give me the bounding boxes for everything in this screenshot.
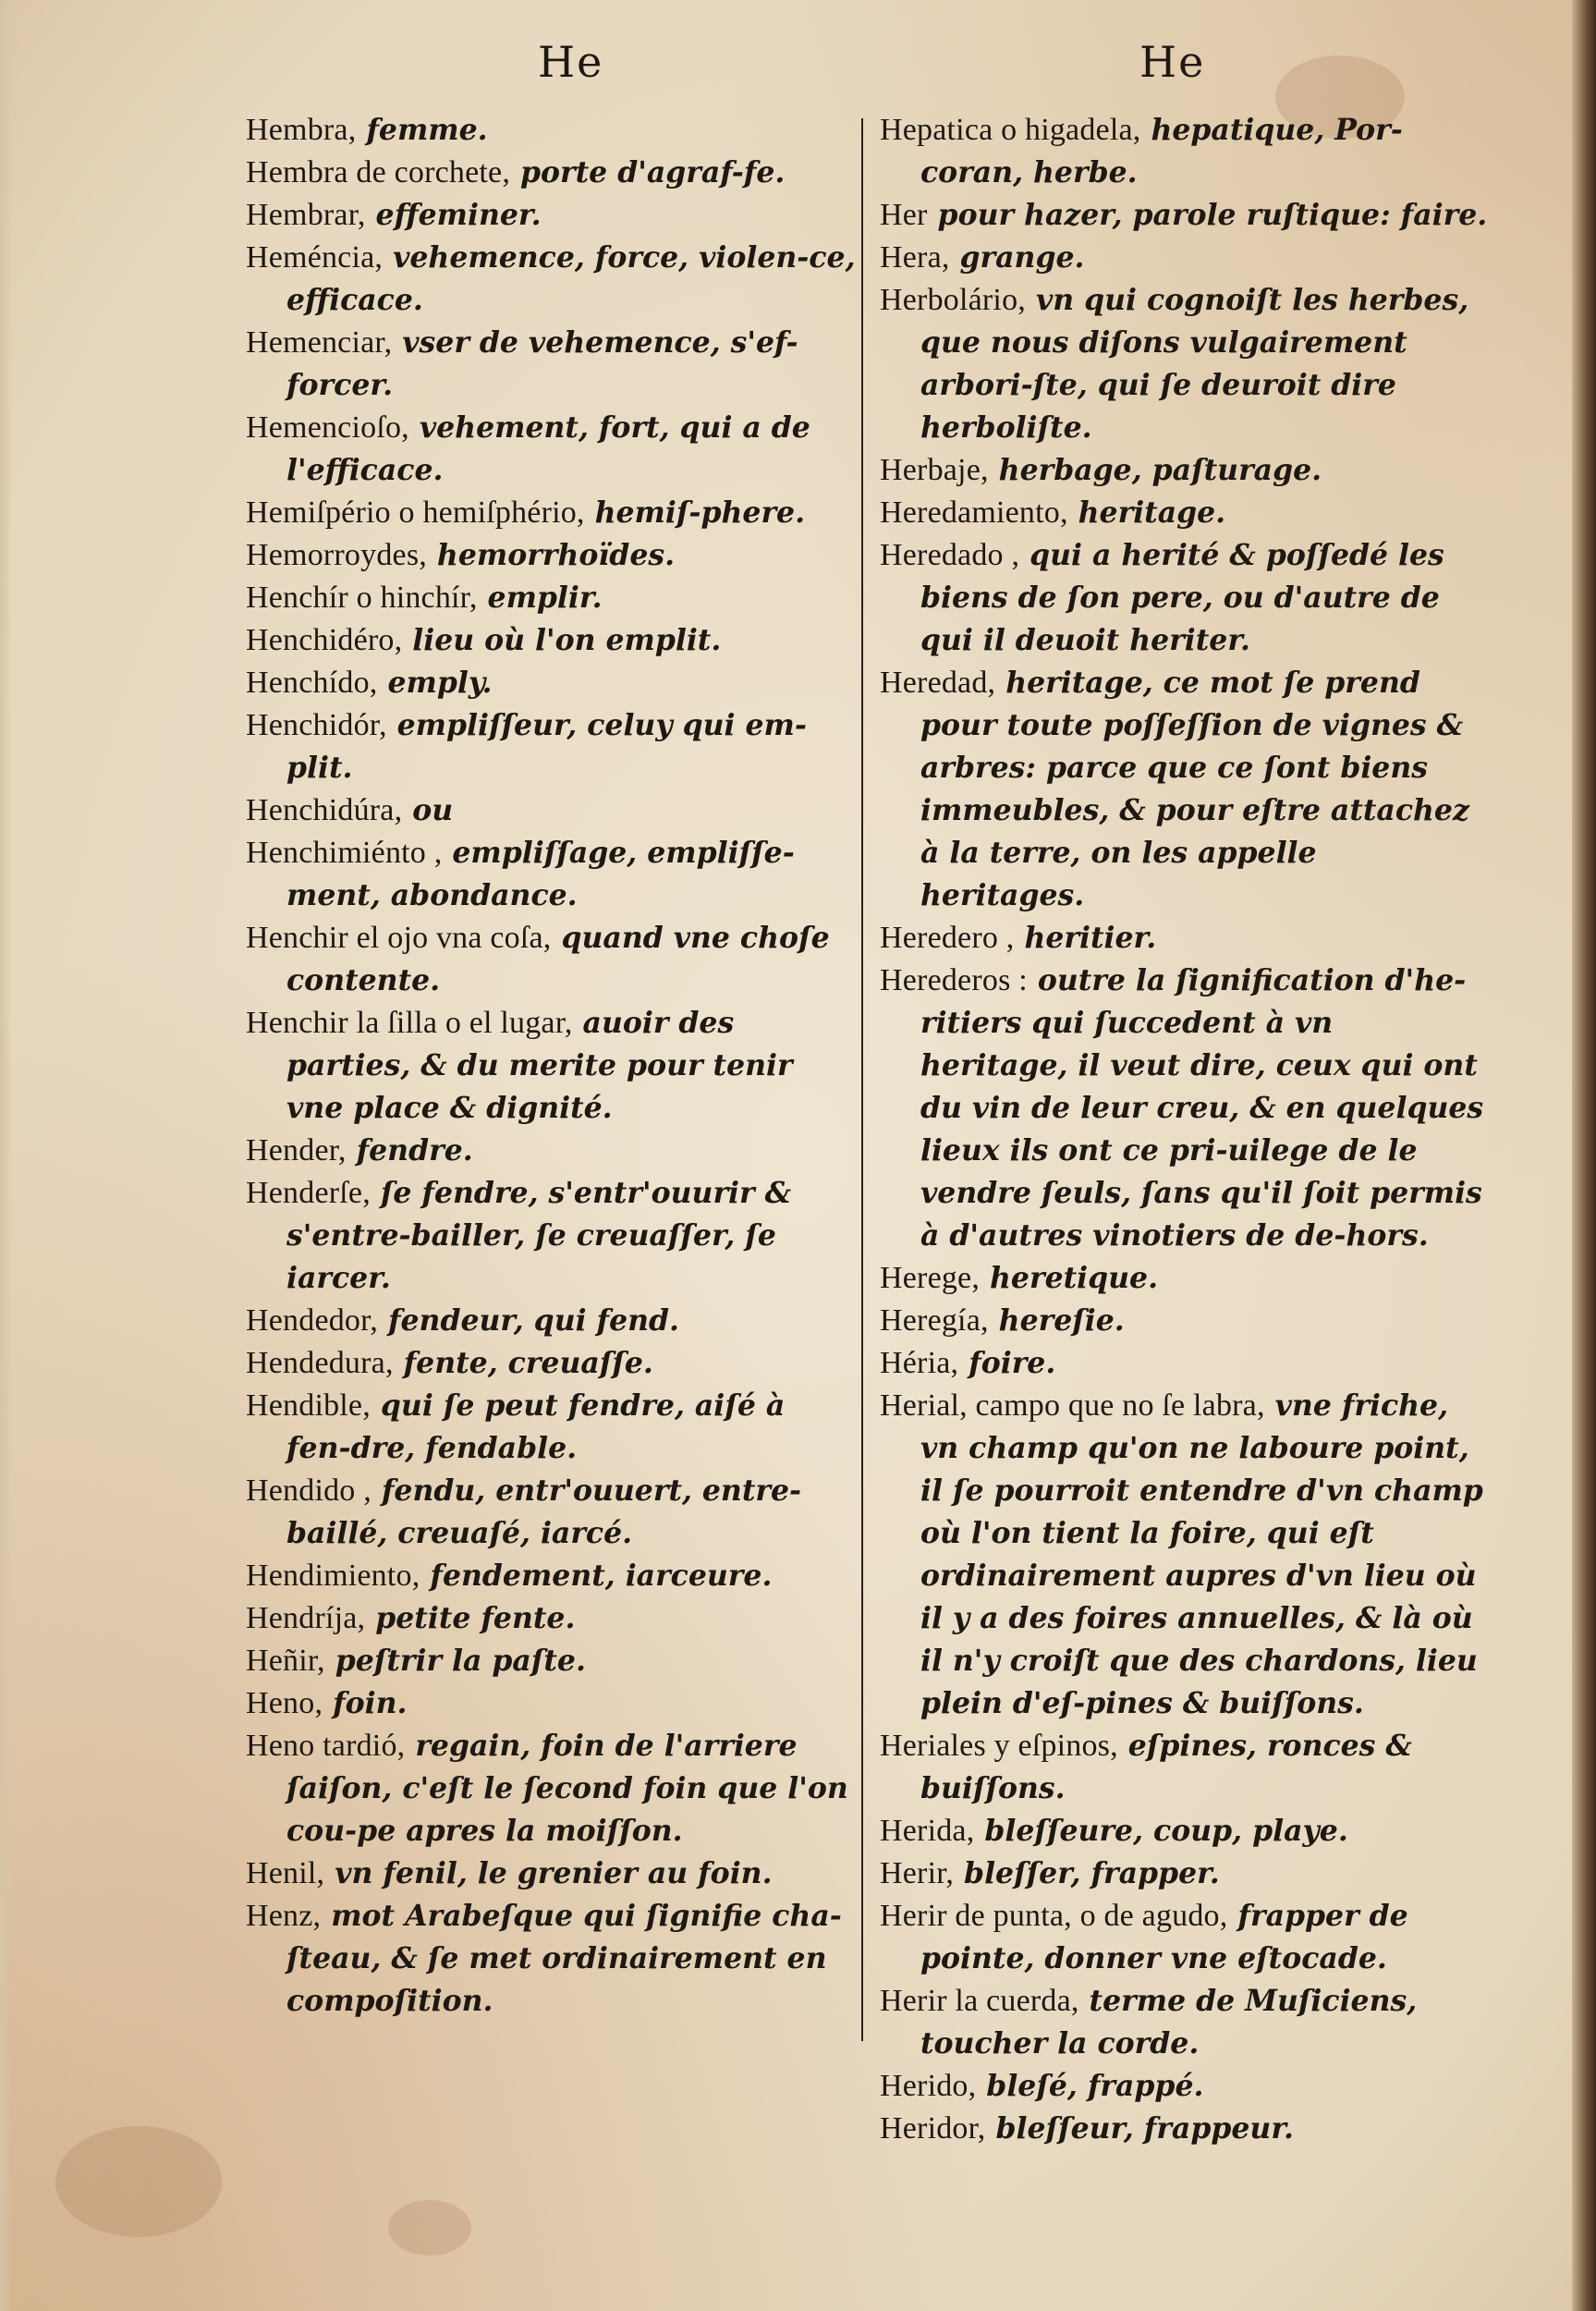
definition: emply.	[377, 666, 493, 700]
definition: emplir.	[477, 581, 603, 615]
dictionary-entry	[246, 1300, 856, 1342]
dictionary-entry	[246, 1640, 856, 1682]
definition: empliſſeur, celuy qui em-plit.	[286, 708, 807, 785]
definition: hepatique, Por-coran, herbe.	[920, 113, 1403, 190]
headword: Hendedor,	[246, 1303, 378, 1338]
dictionary-entry	[880, 917, 1490, 960]
definition: bleſſer, frapper.	[954, 1856, 1220, 1890]
dictionary-entry	[880, 1980, 1490, 2065]
dictionary-entry	[246, 194, 856, 237]
definition: terme de Muſiciens, toucher la corde.	[920, 1984, 1418, 2060]
definition: regain, foin de l'arriere ſaiſon, c'eſt le ſecond foin que l'on cou-pe apres la moiſſon.	[286, 1729, 848, 1848]
dictionary-entry	[880, 449, 1490, 492]
dictionary-entry	[880, 960, 1490, 1257]
dictionary-entry	[246, 832, 856, 917]
stain	[388, 2200, 471, 2256]
definition: femme.	[356, 113, 488, 147]
headword: Herbolário,	[880, 283, 1026, 317]
headword: Hera,	[880, 240, 950, 275]
definition: fendu, entr'ouuert, entre-baillé, creuaſé, iarcé.	[286, 1473, 802, 1550]
headword: Hembrar,	[246, 198, 366, 232]
headword: Herege,	[880, 1261, 981, 1295]
dictionary-entry	[246, 109, 856, 152]
definition: vser de vehemence, s'ef-forcer.	[286, 325, 798, 402]
dictionary-entry	[246, 1130, 856, 1172]
definition: vehemence, force, violen-ce, efficace.	[286, 240, 856, 317]
dictionary-entry	[880, 1852, 1490, 1895]
dictionary-entry	[246, 704, 856, 789]
dictionary-entry	[246, 1342, 856, 1385]
definition: hereſie.	[988, 1303, 1125, 1338]
dictionary-entry	[246, 1470, 856, 1555]
headword: Heridor,	[880, 2111, 986, 2146]
headword: Hemenciar,	[246, 325, 393, 360]
headword: Hepatica o higadela,	[880, 113, 1141, 147]
headword: Henil,	[246, 1856, 325, 1890]
definition: bleſſeure, coup, playe.	[974, 1814, 1348, 1848]
dictionary-entry	[246, 1852, 856, 1895]
headword: Herida,	[880, 1814, 975, 1848]
headword: Héria,	[880, 1346, 959, 1380]
definition: petite fente.	[365, 1601, 576, 1635]
headword: Hendible,	[246, 1388, 371, 1423]
definition: heretique.	[980, 1261, 1159, 1295]
definition: peſtrir la paſte.	[324, 1644, 586, 1678]
dictionary-entry	[880, 492, 1490, 534]
headword: Henderſe,	[246, 1176, 371, 1210]
headword: Henchidór,	[246, 708, 387, 742]
dictionary-entry	[246, 1597, 856, 1640]
dictionary-entry	[880, 237, 1490, 279]
dictionary-entry	[880, 1385, 1490, 1725]
definition: ou	[402, 793, 454, 827]
definition: outre la ſignification d'he-ritiers qui ſuccedent à vn heritage, il veut dire, ceux qui ont du vin de leur creu, & en quelques lieux ils ont ce pri-uilege de le vendre ſeuls, ſans qu'il ſoit permis à d'autres vinotiers de de-hors.	[920, 963, 1484, 1253]
definition: fendement, iarceure.	[420, 1559, 773, 1593]
right-column	[880, 109, 1490, 2150]
headword: Heredero ,	[880, 921, 1015, 955]
headword: Her	[880, 198, 928, 232]
headword: Heno tardió,	[246, 1729, 406, 1763]
headword: Hemorroydes,	[246, 538, 427, 572]
dictionary-entry	[880, 279, 1490, 449]
definition: vn qui cognoiſt les herbes, que nous diſons vulgairement arbori-ſte, qui ſe deuroit dire herboliſte.	[920, 283, 1469, 445]
dictionary-entry	[880, 1810, 1490, 1852]
dictionary-entry	[246, 407, 856, 492]
headword: Hendimiento,	[246, 1559, 420, 1593]
headword: Hendedura,	[246, 1346, 394, 1380]
definition: pour hazer, parole ruſtique: faire.	[927, 198, 1488, 232]
headword: Hender,	[246, 1133, 347, 1168]
definition: heritage.	[1067, 495, 1226, 530]
dictionary-entry	[246, 917, 856, 1002]
definition: auoir des parties, & du merite pour tenir vne place & dignité.	[286, 1006, 793, 1125]
headword: Hemiſpério o hemiſphério,	[246, 495, 585, 530]
headword: Henchír o hinchír,	[246, 581, 478, 615]
dictionary-entry	[880, 1342, 1490, 1385]
headword: Heriales y eſpinos,	[880, 1729, 1118, 1763]
dictionary-entry	[880, 2065, 1490, 2108]
headword: Herbaje,	[880, 453, 989, 487]
dictionary-entry	[246, 237, 856, 322]
definition: lieu où l'on emplit.	[402, 623, 722, 657]
dictionary-entry	[880, 662, 1490, 917]
definition: qui ſe peut fendre, aiſé à fen-dre, fendable.	[286, 1388, 786, 1465]
headword: Henchimiénto ,	[246, 836, 443, 870]
definition: vne friche, vn champ qu'on ne laboure point, il ſe pourroit entendre d'vn champ où l'on tient la foire, qui eſt ordinairement aupres d'vn lieu où il y a des foires annuelles, & là où il n'y croiſt que des chardons, lieu plein d'eſ-pines & buiſſons.	[920, 1388, 1483, 1720]
headword: Herir la cuerda,	[880, 1984, 1079, 2018]
headword: Herial, campo que no ſe labra,	[880, 1388, 1265, 1423]
dictionary-entry	[246, 322, 856, 407]
definition: bleſſeur, frappeur.	[985, 2111, 1294, 2146]
headword: Herederos :	[880, 963, 1028, 997]
headword: Herir de punta, o de agudo,	[880, 1899, 1228, 1933]
dictionary-entry	[246, 1385, 856, 1470]
dictionary-entry	[246, 492, 856, 534]
definition: ſe fendre, s'entr'ouurir & s'entre-bailler, ſe creuaſſer, ſe iarcer.	[286, 1176, 792, 1295]
headword: Henchir la ſilla o el lugar,	[246, 1006, 573, 1040]
headword: Hembra,	[246, 113, 357, 147]
dictionary-entry	[246, 1555, 856, 1597]
headword: Hendríja,	[246, 1601, 366, 1635]
definition: grange.	[949, 240, 1085, 275]
headword: Heredamiento,	[880, 495, 1068, 530]
running-head-right: He	[1139, 37, 1206, 87]
page-binding-edge	[1572, 0, 1596, 2311]
dictionary-entry	[246, 577, 856, 619]
headword: Heñir,	[246, 1644, 325, 1678]
definition: mot Arabeſque qui ſignifie cha-ſteau, & ſe met ordinairement en compoſition.	[286, 1899, 842, 2018]
dictionary-entry	[246, 1725, 856, 1852]
dictionary-entry	[246, 619, 856, 662]
definition: eſpines, ronces & buiſſons.	[920, 1729, 1412, 1805]
definition: fente, creuaſſe.	[393, 1346, 653, 1380]
definition: foin.	[323, 1686, 408, 1720]
dictionary-entry	[246, 1002, 856, 1130]
definition: hemorrhoïdes.	[426, 538, 676, 572]
definition: hemiſ-phere.	[584, 495, 806, 530]
headword: Heméncia,	[246, 240, 384, 275]
dictionary-entry	[880, 2108, 1490, 2150]
dictionary-entry	[246, 1895, 856, 2023]
dictionary-entry	[246, 1172, 856, 1300]
running-head-left: He	[538, 37, 604, 87]
headword: Henchir el ojo vna coſa,	[246, 921, 552, 955]
dictionary-entry	[246, 789, 856, 832]
definition: vehement, fort, qui a de l'efficace.	[286, 410, 810, 487]
dictionary-entry	[246, 1682, 856, 1725]
headword: Henchído,	[246, 666, 378, 700]
dictionary-entry	[880, 109, 1490, 194]
definition: fendre.	[346, 1133, 473, 1168]
page-left-margin	[0, 0, 13, 2311]
definition: bleſé, frappé.	[976, 2069, 1204, 2103]
dictionary-entry	[880, 194, 1490, 237]
headword: Heredad,	[880, 666, 996, 700]
dictionary-entry	[880, 534, 1490, 662]
headword: Heno,	[246, 1686, 323, 1720]
definition: herbage, paſturage.	[988, 453, 1322, 487]
definition: vn fenil, le grenier au foin.	[324, 1856, 773, 1890]
headword: Hembra de corchete,	[246, 155, 511, 190]
dictionary-entry	[246, 152, 856, 194]
definition: effeminer.	[365, 198, 542, 232]
dictionary-entry	[246, 662, 856, 704]
headword: Heredado ,	[880, 538, 1020, 572]
left-column	[246, 109, 856, 2023]
definition: empliſſage, empliſſe-ment, abondance.	[286, 836, 795, 912]
definition: frapper de pointe, donner vne eſtocade.	[920, 1899, 1408, 1975]
definition: porte d'agraf-fe.	[510, 155, 786, 190]
definition: heritage, ce mot ſe prend pour toute poſſeſſion de vignes & arbres: parce que ce ſont biens immeubles, & pour eſtre attachez à la terre, on les appelle heritages.	[920, 666, 1469, 912]
headword: Henchidúra,	[246, 793, 403, 827]
column-divider	[861, 118, 863, 2041]
headword: Herido,	[880, 2069, 977, 2103]
headword: Heregía,	[880, 1303, 989, 1338]
stain	[55, 2126, 222, 2237]
dictionary-entry	[880, 1257, 1490, 1300]
headword: Henchidéro,	[246, 623, 403, 657]
dictionary-entry	[880, 1300, 1490, 1342]
dictionary-entry	[246, 534, 856, 577]
definition: qui a herité & poſſedé les biens de ſon pere, ou d'autre de qui il deuoit heriter.	[920, 538, 1444, 657]
headword: Henz,	[246, 1899, 322, 1933]
definition: quand vne choſe contente.	[286, 921, 830, 997]
definition: foire.	[958, 1346, 1056, 1380]
headword: Hendido ,	[246, 1473, 372, 1508]
headword: Hemencioſo,	[246, 410, 409, 445]
definition: fendeur, qui fend.	[378, 1303, 680, 1338]
dictionary-entry	[880, 1725, 1490, 1810]
dictionary-entry	[880, 1895, 1490, 1980]
headword: Herir,	[880, 1856, 955, 1890]
definition: heritier.	[1014, 921, 1157, 955]
